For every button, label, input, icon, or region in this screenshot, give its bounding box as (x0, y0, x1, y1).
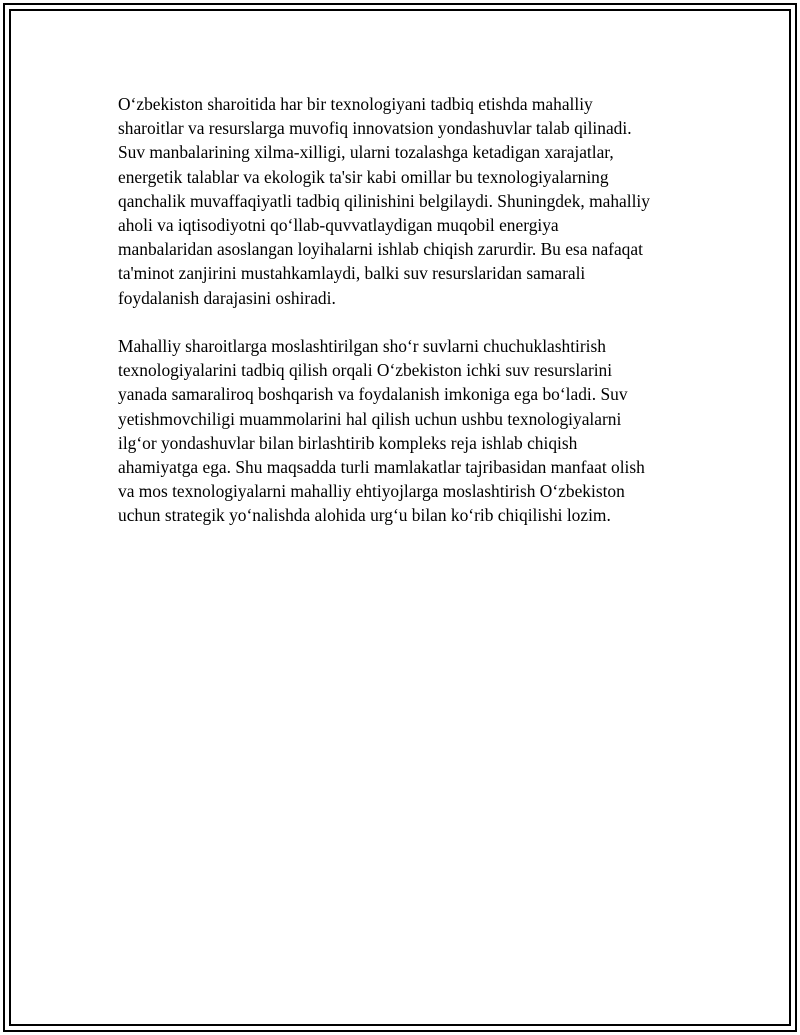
paragraph-2: Mahalliy sharoitlarga moslashtirilgan sho‘r suvlarni chuchuklashtirish texnologiyalarini tadbiq qilish orqali O‘zbekiston ichki suv resurslarini yanada samaraliroq boshqarish va foydalanish imkoniga ega bo‘ladi. Suv yetishmovchiligi muammolarini hal qilish uchun ushbu texnologiyalarni ilg‘or yondashuvlar bilan birlashtirib kompleks reja ishlab chiqish ahamiyatga ega. Shu maqsadda turli mamlakatlar tajribasidan manfaat olish va mos texnologiyalarni mahalliy ehtiyojlarga moslashtirish O‘zbekiston uchun strategik yo‘nalishda alohida urg‘u bilan ko‘rib chiqilishi lozim. (118, 336, 645, 526)
paragraph-1: O‘zbekiston sharoitida har bir texnologiyani tadbiq etishda mahalliy sharoitlar va resurslarga muvofiq innovatsion yondashuvlar talab qilinadi. Suv manbalarining xilma-xilligi, ularni tozalashga ketadigan xarajatlar, energetik talablar va ekologik ta'sir kabi omillar bu texnologiyalarning qanchalik muvaffaqiyatli tadbiq qilinishini belgilaydi. Shuningdek, mahalliy aholi va iqtisodiyotni qo‘llab-quvvatlaydigan muqobil energiya manbalaridan asoslangan loyihalarni ishlab chiqish zarurdir. Bu esa nafaqat ta'minot zanjirini mustahkamlaydi, balki suv resurslaridan samarali foydalanish darajasini oshiradi. (118, 94, 650, 308)
document-body (118, 92, 690, 528)
